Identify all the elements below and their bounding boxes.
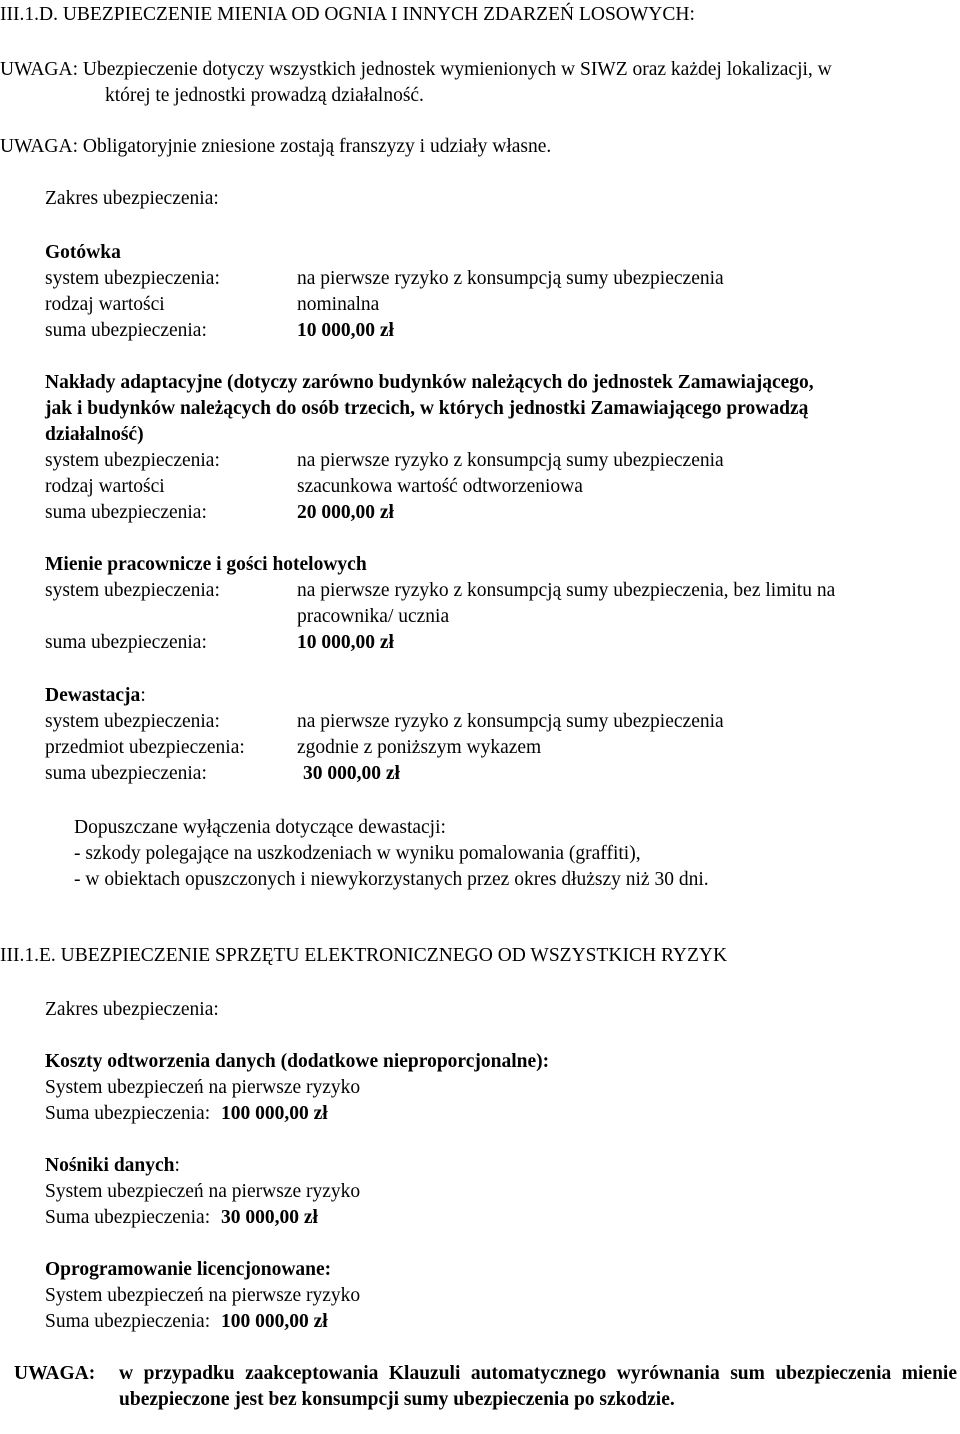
row-label: suma ubezpieczenia:: [45, 763, 207, 784]
koszty-title: Koszty odtworzenia danych (dodatkowe nieproporcjonalne):: [45, 1051, 550, 1072]
row-label: system ubezpieczenia:: [45, 711, 220, 732]
sum-value: 100 000,00 zł: [221, 1311, 328, 1332]
nosniki-title: Nośniki danych: [45, 1155, 175, 1176]
row-value: na pierwsze ryzyko z konsumpcją sumy ubezpieczenia: [297, 450, 724, 471]
row-label: przedmiot ubezpieczenia:: [45, 737, 245, 758]
nosniki-colon: :: [174, 1155, 180, 1176]
nosniki-sum-row: [45, 1205, 318, 1231]
row-label: suma ubezpieczenia:: [45, 320, 207, 341]
koszty-sum-row: [45, 1101, 328, 1127]
exclusions-title: Dopuszczane wyłączenia dotyczące dewastacji:: [74, 817, 446, 838]
note-1-text: Ubezpieczenie dotyczy wszystkich jednostek wymienionych w SIWZ oraz każdej lokalizacji, w: [82, 59, 832, 80]
note-2-label: UWAGA:: [0, 136, 78, 157]
scope-label-e: Zakres ubezpieczenia:: [45, 999, 219, 1020]
nosniki-heading: [45, 1153, 180, 1179]
dewastacja-title: Dewastacja: [45, 685, 141, 706]
note-1-continuation: której te jednostki prowadzą działalność.: [105, 85, 424, 106]
section-e-title: III.1.E. UBEZPIECZENIE SPRZĘTU ELEKTRONICZNEGO OD WSZYSTKICH RYZYK: [0, 945, 728, 966]
dewastacja-colon: :: [140, 685, 146, 706]
exclusion-item: - szkody polegające na uszkodzeniach w wyniku pomalowania (graffiti),: [74, 843, 641, 864]
row-label: suma ubezpieczenia:: [45, 502, 207, 523]
gotowka-title: Gotówka: [45, 242, 121, 263]
row-label: system ubezpieczenia:: [45, 580, 220, 601]
mienie-title: Mienie pracownicze i gości hotelowych: [45, 554, 367, 575]
koszty-system: System ubezpieczeń na pierwsze ryzyko: [45, 1077, 361, 1098]
note-1-label: UWAGA:: [0, 59, 78, 80]
sum-value: 30 000,00 zł: [221, 1207, 318, 1228]
section-d-title: III.1.D. UBEZPIECZENIE MIENIA OD OGNIA I INNYCH ZDARZEŃ LOSOWYCH:: [0, 4, 695, 25]
naklady-title-1: Nakłady adaptacyjne (dotyczy zarówno budynków należących do jednostek Zamawiającego,: [45, 372, 814, 393]
note-2-text: Obligatoryjnie zniesione zostają franszyzy i udziały własne.: [82, 136, 552, 157]
final-note-text: w przypadku zaakceptowania Klauzuli automatycznego wyrównania sum ubezpieczenia mienie ubezpieczone jest bez konsumpcji sumy ubezpieczenia po szkodzie.: [119, 1363, 957, 1410]
row-value: na pierwsze ryzyko z konsumpcją sumy ubezpieczenia, bez limitu na: [297, 580, 836, 601]
final-note-label: UWAGA:: [14, 1363, 96, 1384]
row-value: nominalna: [297, 294, 380, 315]
nosniki-system: System ubezpieczeń na pierwsze ryzyko: [45, 1181, 361, 1202]
row-label: system ubezpieczenia:: [45, 450, 220, 471]
row-value: na pierwsze ryzyko z konsumpcją sumy ubezpieczenia: [297, 711, 724, 732]
row-value: 30 000,00 zł: [303, 763, 400, 784]
row-label: rodzaj wartości: [45, 476, 165, 497]
row-value: zgodnie z poniższym wykazem: [297, 737, 542, 758]
row-value: pracownika/ ucznia: [297, 606, 450, 627]
row-label: system ubezpieczenia:: [45, 268, 220, 289]
row-value: szacunkowa wartość odtworzeniowa: [297, 476, 583, 497]
row-label: rodzaj wartości: [45, 294, 165, 315]
row-value: 20 000,00 zł: [297, 502, 394, 523]
oprogramowanie-sum-row: [45, 1309, 328, 1335]
oprogramowanie-title: Oprogramowanie licencjonowane:: [45, 1259, 332, 1280]
exclusion-item: - w obiektach opuszczonych i niewykorzystanych przez okres dłuższy niż 30 dni.: [74, 869, 709, 890]
row-value: na pierwsze ryzyko z konsumpcją sumy ubezpieczenia: [297, 268, 724, 289]
naklady-title-3: działalność): [45, 424, 144, 445]
oprogramowanie-system: System ubezpieczeń na pierwsze ryzyko: [45, 1285, 361, 1306]
sum-label: Suma ubezpieczenia:: [45, 1207, 211, 1228]
section-d-heading: [0, 2, 695, 28]
naklady-title-2: jak i budynków należących do osób trzecich, w których jednostki Zamawiającego prowadzą: [45, 398, 809, 419]
scope-label-d: Zakres ubezpieczenia:: [45, 188, 219, 209]
sum-label: Suma ubezpieczenia:: [45, 1311, 211, 1332]
note-1: [0, 57, 832, 83]
row-value: 10 000,00 zł: [297, 320, 394, 341]
dewastacja-heading: [45, 683, 146, 709]
sum-label: Suma ubezpieczenia:: [45, 1103, 211, 1124]
sum-value: 100 000,00 zł: [221, 1103, 328, 1124]
row-label: suma ubezpieczenia:: [45, 632, 207, 653]
note-2: [0, 134, 551, 160]
row-value: 10 000,00 zł: [297, 632, 394, 653]
